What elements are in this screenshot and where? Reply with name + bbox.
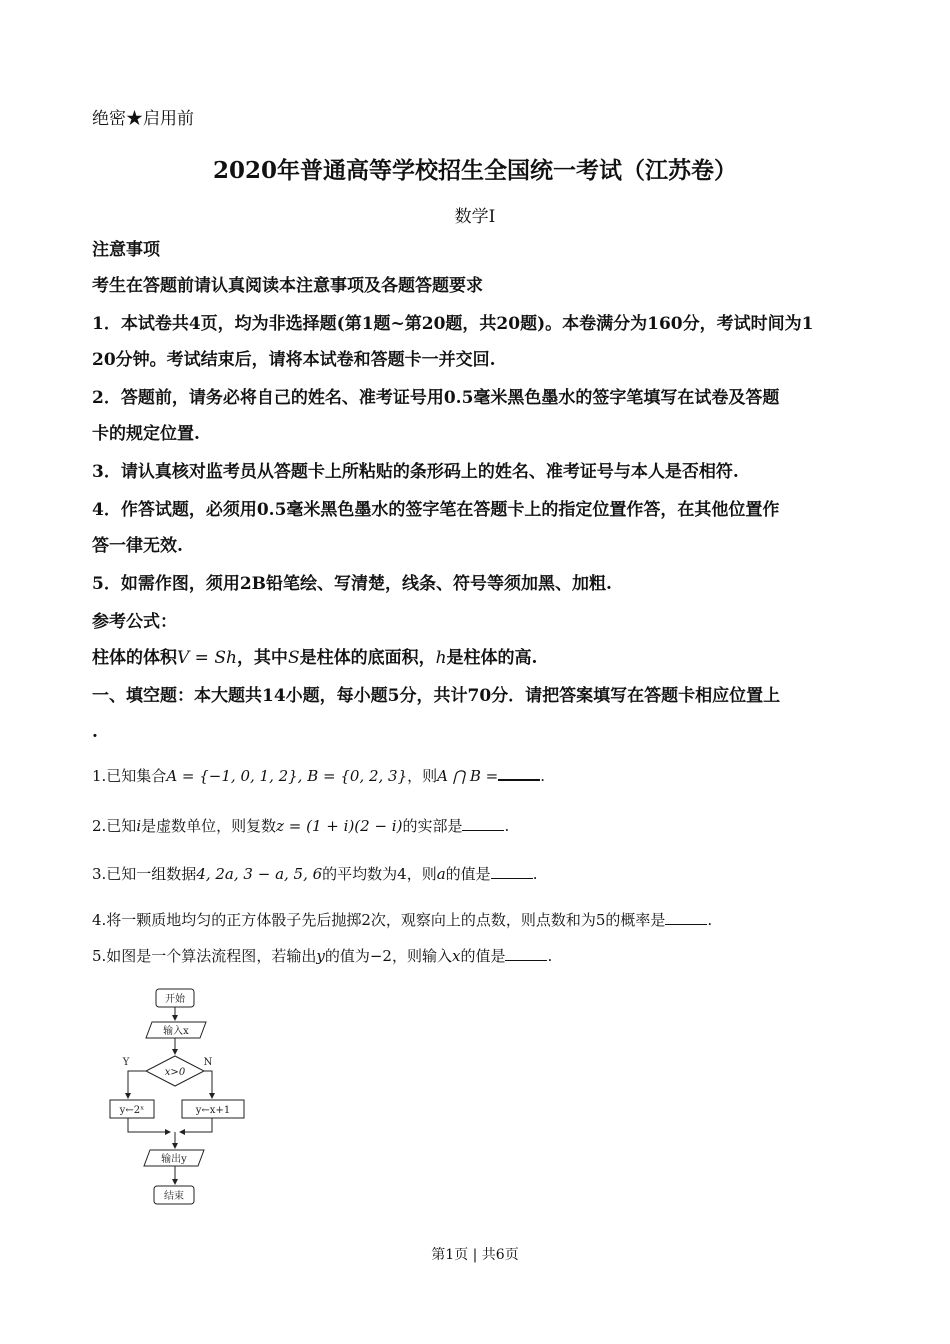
q2-text-a: 2.已知 (92, 817, 137, 835)
q5-answer-blank[interactable] (505, 946, 547, 961)
formula-text-2: ，其中 (236, 648, 288, 668)
q3-text-a: 3.已知一组数据 (92, 865, 197, 883)
q2-math-i: i (136, 817, 142, 835)
q5-math-y: y (316, 947, 325, 965)
exam-title: 2020年普通高等学校招生全国统一考试（江苏卷） (212, 157, 737, 184)
q1-text-b: ，则 (407, 767, 438, 785)
q4-text-a: 4.将一颗质地均匀的正方体骰子先后抛掷2次，观察向上的点数，则点数和为5的概率是 (92, 911, 666, 929)
flow-output-label: 输出y (161, 1154, 187, 1165)
question-2 (92, 814, 860, 838)
q5-text-a: 5.如图是一个算法流程图，若输出 (92, 947, 317, 965)
notice-item-3: 3．请认真核对监考员从答题卡上所粘贴的条形码上的姓名、准考证号与本人是否相符. (92, 462, 739, 482)
q3-math-data: 4, 2a, 3 − a, 5, 6 (196, 865, 323, 883)
confidential-label: 绝密★启用前 (92, 109, 194, 129)
flow-condition-label: x>0 (164, 1067, 186, 1078)
flow-right-assign-label: y←x+1 (195, 1105, 231, 1116)
q2-answer-blank[interactable] (462, 816, 504, 831)
q1-end: . (540, 767, 545, 785)
q3-end: . (532, 865, 538, 883)
q5-text-c: ，则输入 (391, 947, 452, 965)
flow-end-label: 结束 (164, 1191, 184, 1202)
notice-intro: 考生在答题前请认真阅读本注意事项及各题答题要求 (92, 276, 483, 296)
page-footer: 第1页 | 共6页 (431, 1247, 519, 1263)
notice-item-2-line-1: 2．答题前，请务必将自己的姓名、准考证号用0.5毫米黑色墨水的签字笔填写在试卷及答题 (92, 388, 780, 408)
flow-yes-label: Y (122, 1057, 130, 1068)
question-3 (92, 862, 860, 886)
q3-text-b: 的平均数为4，则 (322, 865, 437, 883)
notice-item-1-line-1: 1．本试卷共4页，均为非选择题(第1题~第20题，共20题)。本卷满分为160分，考试时间为1 (92, 314, 814, 334)
notice-item-4-line-1: 4．作答试题，必须用0.5毫米黑色墨水的签字笔在答题卡上的指定位置作答，在其他位置作 (92, 500, 780, 520)
formula-text-1: 柱体的体积 (92, 648, 177, 668)
q3-text-c: 的值是 (445, 865, 491, 883)
question-1 (92, 764, 860, 788)
formula-text-4: 是柱体的高. (446, 648, 538, 668)
q4-answer-blank[interactable] (665, 910, 707, 925)
q1-text-a: 1.已知集合 (92, 767, 167, 785)
q4-end: . (707, 911, 713, 929)
exam-subtitle: 数学Ⅰ (454, 207, 496, 227)
flow-left-assign-label: y←2ˣ (119, 1105, 145, 1116)
notice-item-1-line-2: 20分钟。考试结束后，请将本试卷和答题卡一并交回. (92, 350, 496, 370)
q5-text-d: 的值是 (460, 947, 506, 965)
flow-start-label: 开始 (165, 994, 185, 1005)
q1-math-sets: A = {−1, 0, 1, 2}, B = {0, 2, 3} (166, 767, 408, 785)
q2-math-complex: z = (1 + i)(2 − i) (276, 817, 403, 835)
flow-no-label: N (203, 1057, 213, 1068)
notice-item-5: 5．如需作图，须用2B铅笔绘、写清楚，线条、符号等须加黑、加粗. (92, 574, 612, 594)
formula-text-3: 是柱体的底面积， (299, 648, 436, 668)
formula-base-area: S (287, 648, 300, 668)
q3-math-a: a (436, 865, 446, 883)
q5-math-value: −2 (369, 947, 392, 965)
question-5 (92, 944, 860, 968)
q2-text-b: 是虚数单位，则复数 (141, 817, 277, 835)
section-heading-line-2: . (92, 722, 98, 742)
q2-end: . (504, 817, 510, 835)
formula-volume: V = Sh (177, 648, 237, 668)
q2-text-c: 的实部是 (402, 817, 463, 835)
q3-answer-blank[interactable] (491, 864, 533, 879)
flow-input-label: 输入x (163, 1026, 189, 1037)
q5-end: . (547, 947, 553, 965)
formula-line (92, 640, 860, 676)
formula-heading: 参考公式： (92, 612, 177, 632)
q5-math-x: x (451, 947, 461, 965)
algorithm-flowchart (100, 984, 260, 1214)
q1-answer-blank[interactable] (498, 765, 540, 781)
notice-heading: 注意事项 (92, 240, 160, 260)
notice-item-4-line-2: 答一律无效. (92, 536, 183, 556)
question-4 (92, 908, 860, 932)
q1-math-intersection: A ⋂ B = (437, 767, 499, 785)
q5-text-b: 的值为 (324, 947, 370, 965)
notice-item-2-line-2: 卡的规定位置. (92, 424, 200, 444)
section-heading-line-1: 一、填空题：本大题共14小题，每小题5分，共计70分．请把答案填写在答题卡相应位置上 (92, 686, 781, 706)
formula-height: h (435, 648, 447, 668)
